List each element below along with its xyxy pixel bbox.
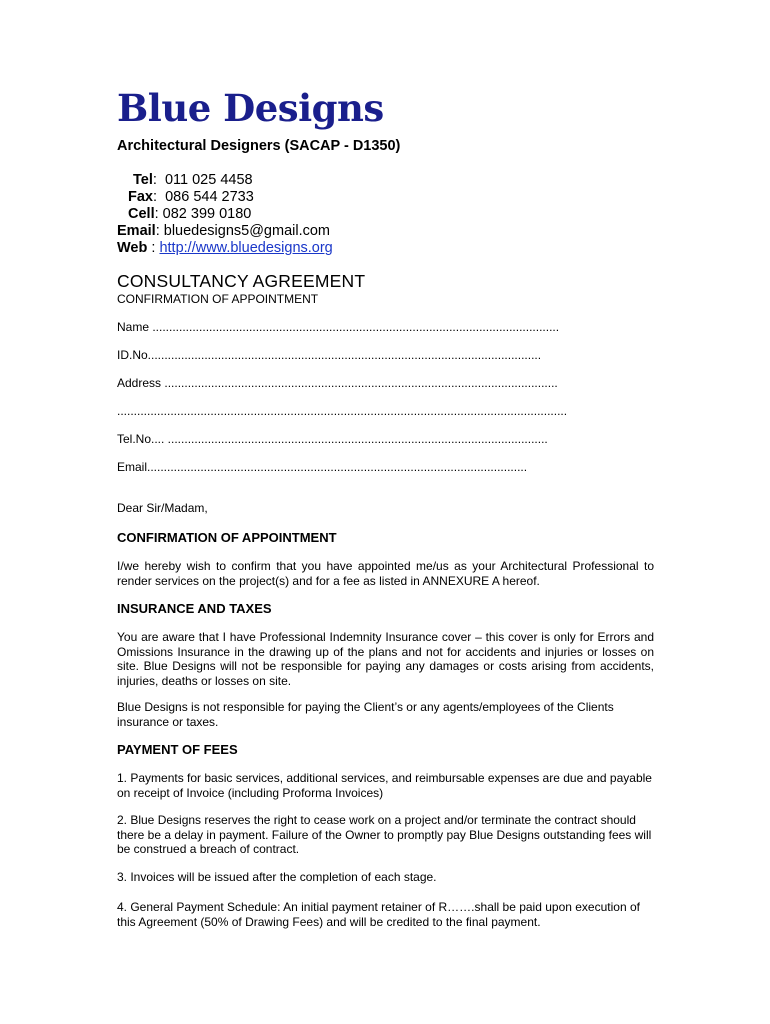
tel-label: Tel (133, 172, 153, 188)
tel-value: 011 025 4458 (164, 172, 253, 188)
agreement-subtitle: CONFIRMATION OF APPOINTMENT (117, 292, 319, 306)
insurance-paragraph-2: Blue Designs is not responsible for paying the Client’s or any agents/employees of the Clients insurance or taxes. (117, 700, 614, 729)
web-label: Web (117, 240, 148, 256)
cell-value: 082 399 0180 (162, 206, 252, 222)
payment-item-4: 4. General Payment Schedule: An initial payment retainer of R…….shall be paid upon execution of this Agreement (50% of Drawing Fees) and will be credited to the final payment. (117, 900, 640, 929)
agreement-title: CONSULTANCY AGREEMENT (117, 271, 366, 291)
brand-logo-text: Blue Designs (117, 86, 384, 130)
payment-heading: PAYMENT OF FEES (117, 742, 238, 757)
payment-item-2: 2. Blue Designs reserves the right to cease work on a project and/or terminate the contract should there be a delay in payment. Failure of the Owner to promptly pay Blue Designs outstanding fees will be construed a breach of contract. (117, 813, 652, 856)
id-number-field[interactable]: ID.No...................................................................................................................... (117, 348, 542, 362)
email-value: bluedesigns5@gmail.com (163, 223, 330, 239)
payment-item-1: 1. Payments for basic services, additional services, and reimbursable expenses are due and payable on receipt of Invoice (including Proforma Invoices) (117, 771, 652, 800)
insurance-heading: INSURANCE AND TAXES (117, 601, 272, 616)
email-line: Email: bluedesigns5@gmail.com (117, 223, 330, 239)
email-field[interactable]: Email.................................................................................................................. (117, 460, 528, 474)
address-line-2-field[interactable]: ....................................................................................................................................... (117, 404, 568, 418)
website-link[interactable]: http://www.bluedesigns.org (159, 240, 333, 256)
insurance-paragraph-1: You are aware that I have Professional Indemnity Insurance cover – this cover is only for Errors and Omissions Insurance in the drawing up of the plans and not for accidents and injuries or losses on site. Blue Designs will not be responsible for paying any damages or costs arising from accidents, injuries, deaths or losses on site. (117, 630, 654, 688)
payment-item-3: 3. Invoices will be issued after the completion of each stage. (117, 870, 437, 884)
cell-line: Cell: 082 399 0180 (128, 206, 252, 222)
fax-label: Fax (128, 189, 153, 205)
company-subtitle: Architectural Designers (SACAP - D1350) (117, 138, 401, 154)
tel-number-field[interactable]: Tel.No.... .................................................................................................................. (117, 432, 548, 446)
cell-label: Cell (128, 206, 155, 222)
salutation: Dear Sir/Madam, (117, 501, 208, 515)
email-label: Email (117, 223, 156, 239)
confirmation-heading: CONFIRMATION OF APPOINTMENT (117, 530, 337, 545)
tel-line: Tel: 011 025 4458 (133, 172, 253, 188)
fax-value: 086 544 2733 (165, 189, 254, 205)
name-field[interactable]: Name .......................................................................................................................... (117, 320, 560, 334)
confirmation-paragraph: I/we hereby wish to confirm that you have appointed me/us as your Architectural Professional to render services on the project(s) and for a fee as listed in ANNEXURE A hereof. (117, 559, 654, 588)
web-line: Web : http://www.bluedesigns.org (117, 240, 333, 256)
address-field[interactable]: Address ...................................................................................................................... (117, 376, 558, 390)
fax-line: Fax: 086 544 2733 (128, 189, 254, 205)
